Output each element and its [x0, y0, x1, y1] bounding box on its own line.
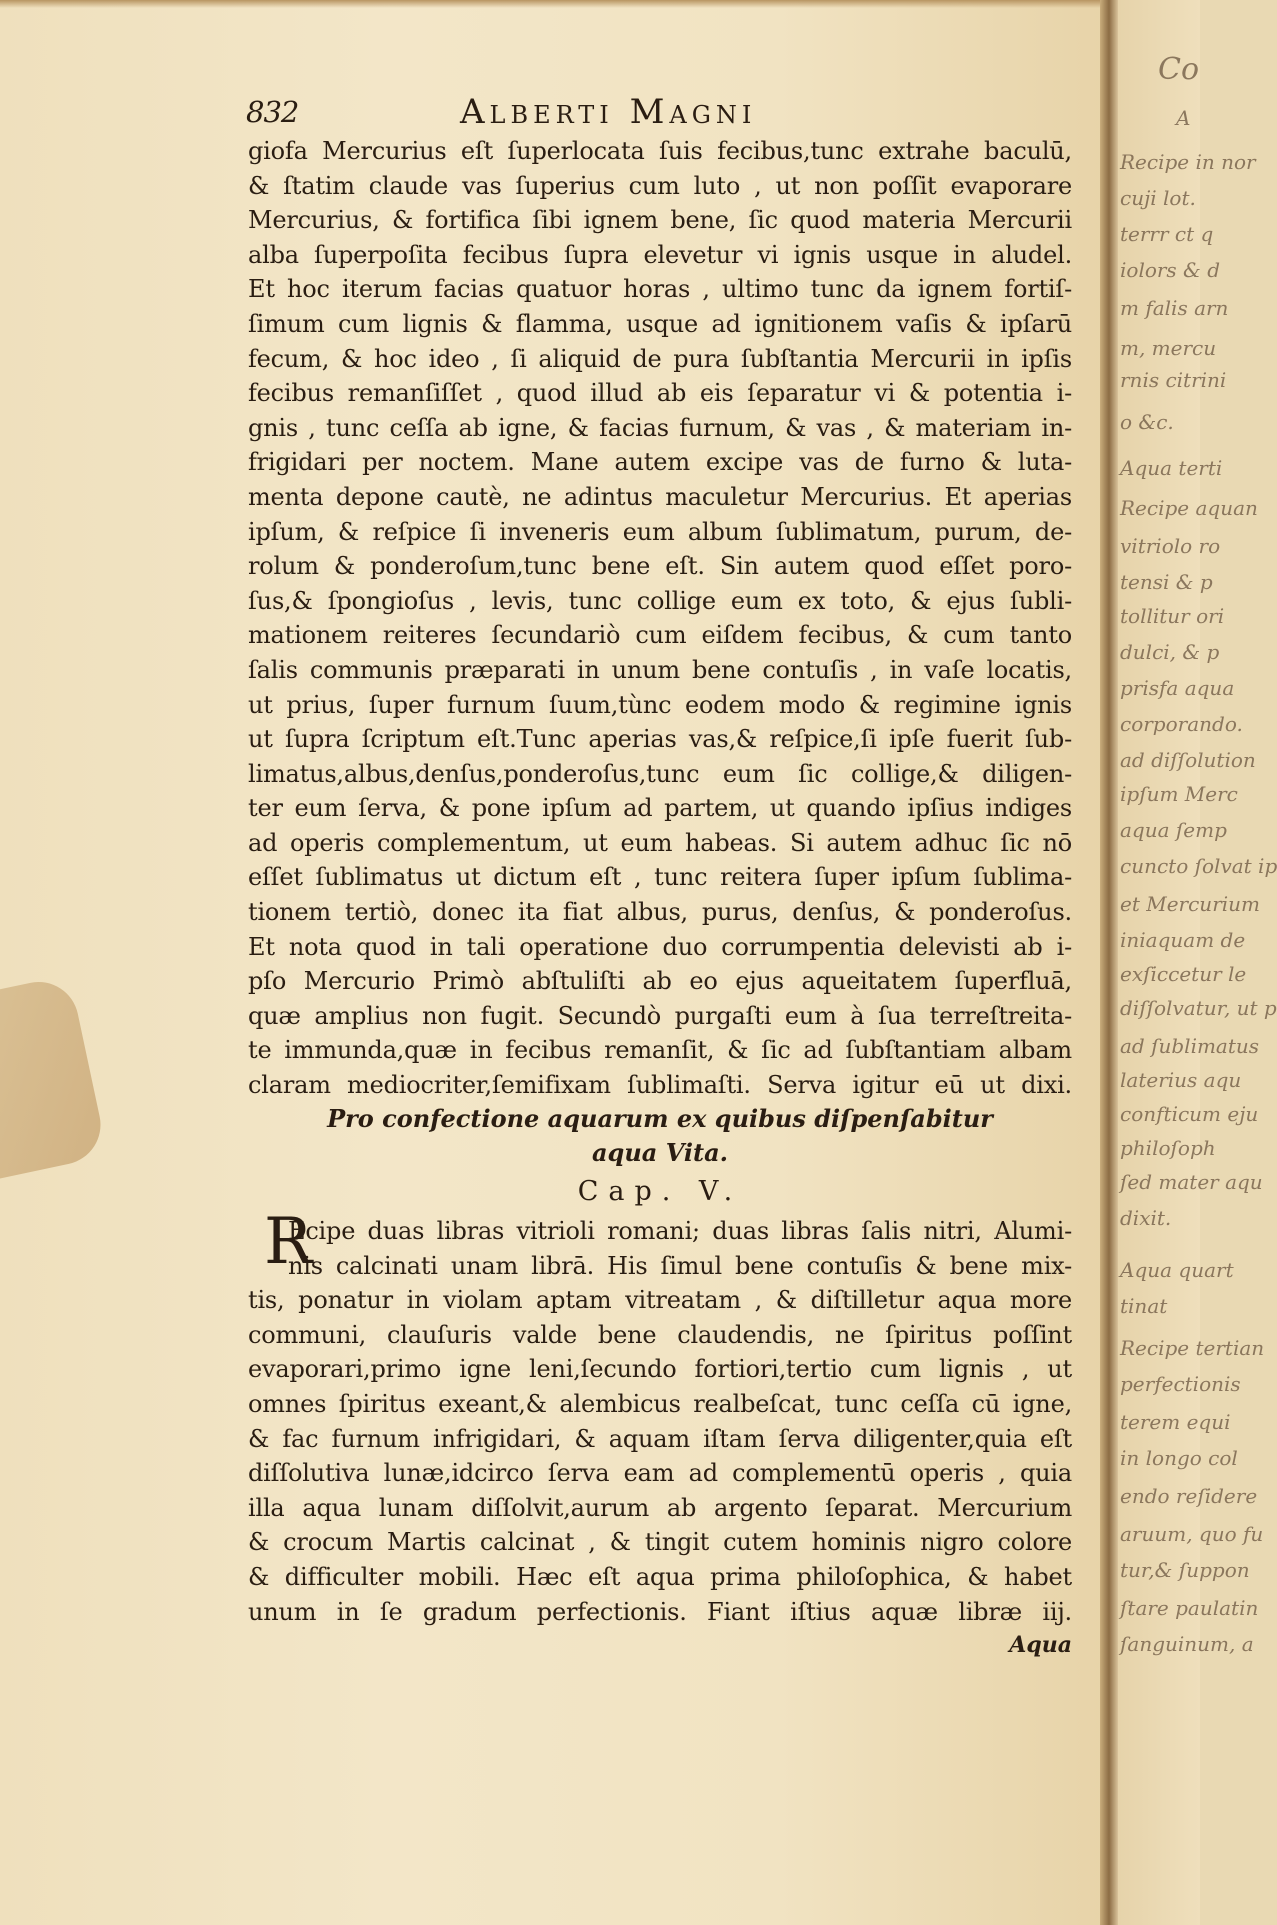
text-line: alba ſuperpoſita fecibus ſupra elevetur vi ignis usque in aludel.: [248, 240, 1072, 269]
text-line: eſſet ſublimatus ut dictum eſt , tunc reitera ſuper ipſum ſublima-: [248, 863, 1072, 892]
chapter-text-line: omnes ſpiritus exeant,& alembicus realbeſcat, tunc ceſſa cū igne,: [248, 1389, 1072, 1418]
catchword: Aqua: [1009, 1632, 1072, 1658]
facing-page-fragment: aqua ſemp: [1120, 818, 1227, 842]
chapter-text-line: unum in ſe gradum perfectionis. Fiant iſtius aquæ libræ iij.: [248, 1597, 1072, 1626]
text-line: Et nota quod in tali operatione duo corrumpentia delevisti ab i-: [248, 932, 1072, 961]
facing-page-fragment: Recipe tertian: [1120, 1336, 1265, 1360]
text-line: ipſum, & reſpice ſi inveneris eum album ſublimatum, purum, de-: [248, 517, 1072, 546]
page-top-edge: [0, 0, 1112, 8]
facing-page-fragment: m, mercu: [1120, 336, 1217, 360]
text-line: limatus,albus,denſus,ponderoſus,tunc eum ſic collige,& diligen-: [248, 759, 1072, 788]
chapter-text-line: nis calcinati unam librā. His ſimul bene contuſis & bene mix-: [288, 1251, 1072, 1280]
facing-page-fragment: Recipe in nor: [1120, 150, 1256, 174]
facing-page-fragment: laterius aqu: [1120, 1068, 1242, 1092]
chapter-body: [248, 1214, 1072, 1629]
text-line: ſimum cum lignis & flamma, usque ad ignitionem vaſis & ipſarū: [248, 309, 1072, 338]
text-line: ſalis communis præparati in unum bene contuſis , in vaſe locatis,: [248, 655, 1072, 684]
text-line: mationem reiteres ſecundariò cum eiſdem fecibus, & cum tanto: [248, 621, 1072, 650]
text-line: ſus,& ſpongioſus , levis, tunc collige eum ex toto, & ejus ſubli-: [248, 586, 1072, 615]
text-line: rolum & ponderoſum,tunc bene eſt. Sin autem quod eſſet poro-: [248, 552, 1072, 581]
text-line: & ſtatim claude vas ſuperius cum luto , ut non poſſit evaporare: [248, 171, 1072, 200]
drop-cap: R: [264, 1205, 313, 1279]
text-line: claram mediocriter,ſemifixam ſublimaſti. Serva igitur eū ut dixi.: [248, 1071, 1072, 1100]
facing-page-fragment: ſtare paulatin: [1120, 1596, 1259, 1620]
chapter-text-line: & difficulter mobili. Hæc eſt aqua prima philoſophica, & habet: [248, 1562, 1072, 1591]
text-line: tionem tertiò, donec ita fiat albus, purus, denſus, & ponderoſus.: [248, 898, 1072, 927]
facing-page-fragment: perfectionis: [1120, 1372, 1241, 1396]
facing-page-fragment: tollitur ori: [1120, 604, 1225, 628]
facing-page-fragment: Aqua quart: [1120, 1258, 1234, 1282]
chapter-label: Cap. V.: [577, 1176, 743, 1207]
text-line: ad operis complementum, ut eum habeas. Si autem adhuc ſic nō: [248, 828, 1072, 857]
text-line: pſo Mercurio Primò abſtuliſti ab eo ejus aqueitatem ſuperfluā,: [248, 967, 1072, 996]
text-line: ut prius, ſuper furnum ſuum,tùnc eodem modo & regimine ignis: [248, 690, 1072, 719]
chapter-text-line: tis, ponatur in violam aptam vitreatam , & diſtilletur aqua more: [248, 1286, 1072, 1315]
facing-page-fragment: Recipe aquan: [1120, 496, 1258, 520]
text-line: quæ amplius non fugit. Secundò purgaſti eum à ſua terreſtreita-: [248, 1001, 1072, 1030]
facing-page-fragment: tensi & p: [1120, 570, 1213, 594]
text-line: ut ſupra ſcriptum eſt.Tunc aperias vas,& reſpice,ſi ipſe fuerit ſub-: [248, 725, 1072, 754]
facing-page-fragment: diſſolvatur, ut p: [1120, 996, 1277, 1020]
facing-page-fragment: confticum eju: [1120, 1102, 1259, 1126]
facing-page-fragment: ſed mater aqu: [1120, 1170, 1263, 1194]
facing-page-fragment: dulci, & p: [1120, 640, 1220, 664]
facing-page-fragment: in longo col: [1120, 1446, 1238, 1470]
text-line: ter eum ſerva, & pone ipſum ad partem, ut quando ipſius indiges: [248, 794, 1072, 823]
chapter-text-line: illa aqua lunam diſſolvit,aurum ab argento ſeparat. Mercurium: [248, 1493, 1072, 1522]
facing-page-fragment: tinat: [1120, 1294, 1168, 1318]
text-line: gnis , tunc ceſſa ab igne, & facias furnum, & vas , & materiam in-: [248, 413, 1072, 442]
text-line: giofa Mercurius eſt ſuperlocata ſuis fecibus,tunc extrahe baculū,: [248, 137, 1072, 165]
facing-page-fragment: ſanguinum, a: [1120, 1632, 1254, 1656]
facing-page-fragment: prisfa aqua: [1120, 676, 1235, 700]
text-line: frigidari per noctem. Mane autem excipe vas de furno & luta-: [248, 448, 1072, 477]
facing-page-fragment: terem equi: [1120, 1410, 1231, 1434]
facing-page-fragment: ad ſublimatus: [1120, 1034, 1260, 1058]
facing-page-fragment: cuncto ſolvat ip: [1120, 854, 1277, 878]
running-head: Alberti Magni: [460, 92, 757, 132]
facing-page-fragment: Co: [1158, 52, 1200, 87]
facing-page-fragment: dixit.: [1120, 1206, 1172, 1230]
section-heading: [248, 1102, 1072, 1170]
body-text: [248, 134, 1072, 1103]
facing-page-fragment: iniaquam de: [1120, 928, 1246, 952]
facing-page-fragment: endo reſidere: [1120, 1484, 1258, 1508]
section-heading-line-2: aqua Vita.: [592, 1138, 728, 1167]
page-number: 832: [246, 95, 299, 129]
chapter-text-line: & fac furnum infrigidari, & aquam iſtam ſerva diligenter,quia eſt: [248, 1424, 1072, 1453]
facing-page-fragment: et Mercurium: [1120, 892, 1260, 916]
text-line: Et hoc iterum facias quatuor horas , ultimo tunc da ignem fortiſ-: [248, 275, 1072, 304]
facing-page-fragment: Aqua terti: [1120, 456, 1223, 480]
text-line: Mercurius, & fortifica ſibi ignem bene, ſic quod materia Mercurii: [248, 206, 1072, 235]
facing-page-fragment: corporando.: [1120, 712, 1243, 736]
facing-page-fragment: tur,& ſuppon: [1120, 1558, 1250, 1582]
text-line: menta depone cautè, ne adintus maculetur Mercurius. Et aperias: [248, 482, 1072, 511]
facing-page-fragment: iolors & d: [1120, 258, 1221, 282]
facing-page-fragment: m falis arn: [1120, 296, 1229, 320]
text-line: te immunda,quæ in fecibus remanſit, & ſic ad ſubſtantiam albam: [248, 1036, 1072, 1065]
section-heading-line-1: Pro confectione aquarum ex quibus diſpenſabitur: [327, 1104, 993, 1133]
facing-page-fragment: vitriolo ro: [1120, 534, 1221, 558]
facing-page-fragment: exſiccetur le: [1120, 962, 1247, 986]
facing-page-fragment: aruum, quo fu: [1120, 1522, 1264, 1546]
facing-page-fragment: terrr ct q: [1120, 222, 1214, 246]
chapter-text-line: communi, clauſuris valde bene claudendis, ne ſpiritus poſſint: [248, 1320, 1072, 1349]
facing-page-fragment: philoſoph: [1120, 1136, 1216, 1160]
chapter-text-line: evaporari,primo igne leni,ſecundo fortiori,tertio cum lignis , ut: [248, 1355, 1072, 1384]
facing-page-fragment: cuji lot.: [1120, 186, 1196, 210]
book-gutter: [1100, 0, 1118, 1925]
chapter-text-line: & crocum Martis calcinat , & tingit cutem hominis nigro colore: [248, 1528, 1072, 1557]
chapter-text-line: Ecipe duas libras vitrioli romani; duas libras ſalis nitri, Alumi-: [288, 1217, 1072, 1245]
facing-page-fragment: o &c.: [1120, 410, 1174, 434]
facing-page-fragment: ad diſſolution: [1120, 748, 1256, 772]
chapter-text-line: diſſolutiva lunæ,idcirco ſerva eam ad complementū operis , quia: [248, 1459, 1072, 1488]
facing-page-fragment: ipſum Merc: [1120, 782, 1238, 806]
facing-page-fragment: rnis citrini: [1120, 368, 1227, 392]
facing-page-fragment: A: [1176, 106, 1191, 130]
text-line: fecibus remanſiſſet , quod illud ab eis ſeparatur vi & potentia i-: [248, 379, 1072, 408]
text-line: fecum, & hoc ideo , ſi aliquid de pura ſubſtantia Mercurii in ipſis: [248, 344, 1072, 373]
